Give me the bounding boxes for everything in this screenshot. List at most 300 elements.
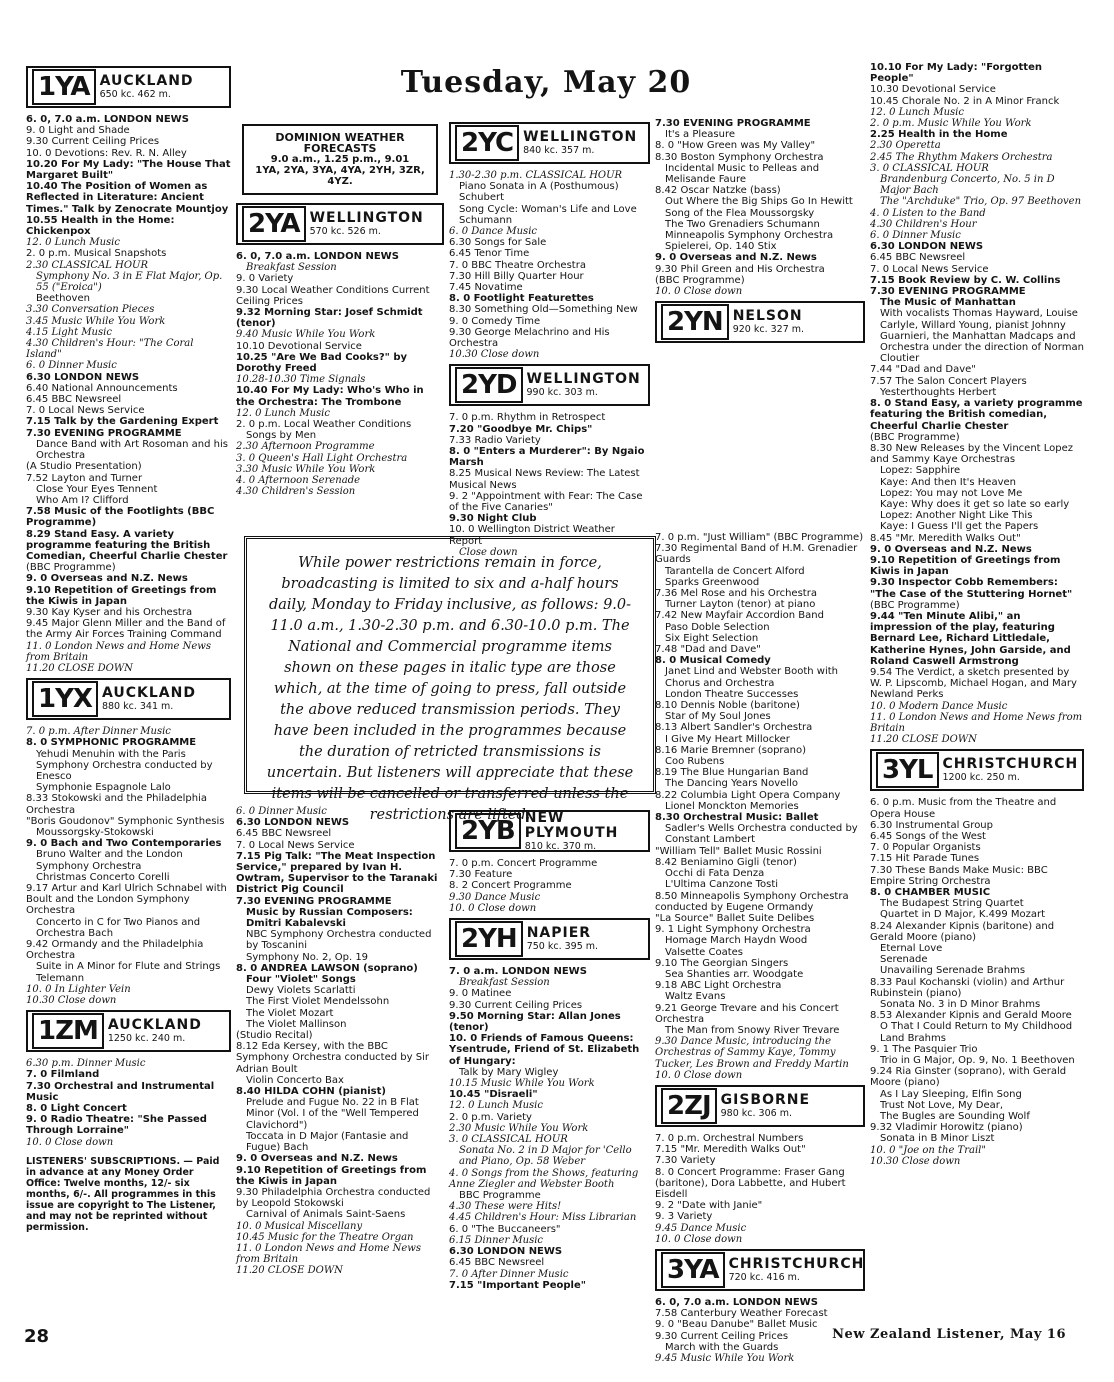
program-line: 6.30 p.m. Dinner Music	[26, 1058, 146, 1070]
program-line: 6.30 Songs for Sale	[449, 237, 547, 249]
program-line: 11. 0 London News and Home News from Britain	[870, 711, 1083, 734]
program-line: 9.30 Current Ceiling Prices	[655, 1330, 789, 1342]
program-line: 12. 0 Lunch Music	[236, 407, 330, 419]
program-line: 4.45 Children's Hour: Miss Librarian	[449, 1212, 637, 1224]
column-3-lower	[449, 806, 650, 1312]
masthead	[236, 62, 856, 110]
program-line: 2. 0 p.m. Musical Snapshots	[26, 248, 167, 260]
page-date: Tuesday, May 20	[400, 65, 692, 100]
program-line: 3. 0 Queen's Hall Light Orchestra	[236, 452, 408, 464]
program-line: 4. 0 Songs from the Shows, featuring Anne Ziegler and Webster Booth	[449, 1167, 639, 1190]
program-line: 7.20 "Goodbye Mr. Chips"	[449, 423, 593, 435]
program-line: Sonata No. 2 in D Major for 'Cello and Piano, Op. 58 Weber	[459, 1145, 632, 1168]
column-4	[655, 118, 865, 532]
program-line: 2.45 The Rhythm Makers Orchestra	[870, 151, 1053, 163]
program-line: 2.30 CLASSICAL HOUR	[26, 259, 149, 271]
program-line: Toccata in D Major (Fantasie and Fugue) Bach	[246, 1130, 409, 1154]
program-line: 8.30 Boston Symphony Orchestra	[655, 151, 824, 163]
program-line: 8.30 New Releases by the Vincent Lopez and Sammy Kaye Orchestras	[870, 442, 1074, 466]
program-line: 6.45 BBC Newsreel	[26, 394, 122, 406]
program-line: 10. 0 Modern Dance Music	[870, 700, 1008, 712]
station-header-3yl	[870, 749, 1084, 791]
program-line: 8. 0 SYMPHONIC PROGRAMME	[26, 737, 197, 749]
program-line: 7.30 EVENING PROGRAMME	[655, 118, 811, 129]
program-line: 7.44 "Dad and Dave"	[870, 364, 976, 376]
program-line: 8.24 Alexander Kipnis (baritone) and Gerald Moore (piano)	[870, 920, 1055, 943]
program-line: 7.30 EVENING PROGRAMME	[236, 895, 392, 907]
program-line: 10. 0 Devotions: Rev. R. N. Alley	[26, 147, 187, 159]
station-header-2zj	[655, 1085, 865, 1127]
program-line: 10. 0 Friends of Famous Queens: Ysentrude, Friend of St. Elizabeth of Hungary:	[449, 1033, 640, 1067]
program-line: 8.16 Marie Bremner (soprano)	[655, 744, 807, 756]
program-line: 7.30 Variety	[655, 1155, 716, 1167]
program-line: 4.30 These were Hits!	[449, 1201, 562, 1213]
program-line: (BBC Programme)	[26, 562, 116, 574]
program-line: 11. 0 London News and Home News from Britain	[26, 640, 211, 663]
power-restrictions-notice: While power restrictions remain in force, broadcasting is limited to six and a-half hours daily, Monday to Friday inclusive, as follows: 9.0-11.0 a.m., 1.30-2.30 p.m. and 6.30-10.0 p.m. The National and Commercial programme items shown on these pages in italic type are those which, at the time of going to press, fall outside the above reduced transmission periods. They have been included in the programmes because the duration of retricted transmissions is uncertain. But listeners will appreciate that these items will be cancelled or transferred unless the restrictions are lifted.	[244, 536, 656, 794]
station-city: WELLINGTON	[526, 371, 641, 388]
program-line: The "Archduke" Trio, Op. 97 Beethoven	[880, 196, 1082, 208]
program-line: 8. 0 Musical Comedy	[655, 655, 771, 667]
program-line: 8.42 Oscar Natzke (bass)	[655, 185, 781, 197]
program-line: Symphony No. 2, Op. 19	[246, 951, 369, 963]
program-line: Violin Concerto Bax	[246, 1074, 344, 1086]
program-line: 8. 0 Footlight Featurettes	[449, 293, 594, 305]
program-line: 10.25 "Are We Bad Cooks?" by Dorothy Freed	[236, 351, 408, 375]
program-line: The Two Grenadiers Schumann	[665, 218, 820, 230]
program-line: 8. 0 Light Concert	[26, 1103, 127, 1115]
program-line: 10.10 For My Lady: "Forgotten People"	[870, 62, 1042, 85]
program-line: 8. 0 "Enters a Murderer": By Ngaio Marsh	[449, 446, 645, 469]
station-city: CHRISTCHURCH	[728, 1255, 865, 1272]
program-line: Incidental Music to Pelleas and Melisande Faure	[665, 162, 820, 186]
station-header-1zm	[26, 1010, 231, 1052]
program-line: 1.30-2.30 p.m. CLASSICAL HOUR	[449, 170, 623, 181]
station-frequency: 990 kc. 303 m.	[526, 387, 598, 399]
program-line: 6.30 LONDON NEWS	[26, 371, 140, 383]
program-line: 9.10 Repetition of Greetings from Kiwis in Japan	[870, 554, 1061, 578]
program-line: Breakfast Session	[459, 977, 550, 989]
station-header-2yn	[655, 301, 865, 343]
program-line: 7.30 EVENING PROGRAMME	[26, 427, 182, 439]
program-line: Close Your Eyes Tennent	[36, 483, 158, 495]
station-frequency: 720 kc. 416 m.	[728, 1271, 800, 1283]
program-line: Beethoven	[36, 293, 90, 305]
program-line: 9.42 Ormandy and the Philadelphia Orchestra	[26, 939, 204, 962]
station-frequency: 570 kc. 526 m.	[309, 226, 381, 237]
program-line: Trust Not Love, My Dear,	[880, 1099, 1004, 1111]
station-city: WELLINGTON	[309, 210, 424, 226]
station-header-1yx	[26, 678, 231, 720]
program-line: 7. 0 Popular Organists	[870, 842, 981, 854]
program-line: Lopez: You may not Love Me	[880, 487, 1023, 499]
program-line: BBC Programme	[459, 1190, 541, 1202]
program-line: 7.15 "Mr. Meredith Walks Out"	[655, 1144, 806, 1156]
program-line: L'Ultima Canzone Tosti	[665, 879, 779, 891]
program-line: 8.22 Columbia Light Opera Company	[655, 789, 841, 801]
station-logo: 3YL	[876, 752, 939, 788]
program-line: 9.30 George Melachrino and His Orchestra	[449, 326, 610, 350]
program-list-1yx	[26, 726, 231, 1006]
station-city: NEW PLYMOUTH	[524, 809, 619, 841]
program-line: 3.30 Music While You Work	[236, 463, 376, 475]
program-line: 3. 0 CLASSICAL HOUR	[870, 162, 989, 174]
program-line: Turner Layton (tenor) at piano	[665, 599, 816, 611]
program-line: 7.45 Novatime	[449, 282, 523, 294]
program-line: 6.30 LONDON NEWS	[236, 817, 350, 829]
program-line: Lopez: Another Night Like This	[880, 510, 1033, 522]
program-line: Four "Violet" Songs	[246, 974, 356, 986]
program-line: Eternal Love	[880, 943, 943, 955]
station-logo: 2YH	[455, 921, 523, 957]
program-line: Valsette Coates	[665, 946, 744, 958]
program-line: 10.40 For My Lady: Who's Who in the Orchestra: The Trombone	[236, 385, 424, 408]
program-line: 10. 0 Wellington District Weather Report	[449, 524, 615, 547]
station-logo: 2YD	[455, 367, 523, 403]
issue-line: New Zealand Listener, May 16	[832, 1326, 1066, 1342]
program-line: 7.30 Regimental Band of H.M. Grenadier Guards	[655, 543, 858, 566]
program-line: 6. 0, 7.0 a.m. LONDON NEWS	[655, 1296, 818, 1308]
program-line: 10.15 Music While You Work	[449, 1078, 595, 1090]
program-line: 9.10 The Georgian Singers	[655, 957, 789, 969]
program-line: 9. 0 Light and Shade	[26, 125, 130, 137]
program-line: Prelude and Fugue No. 22 in B Flat Minor (Vol. I of the "Well Tempered Clavichord")	[246, 1097, 419, 1131]
program-line: 8. 0 Stand Easy, a variety programme featuring the British comedian, Cheerful Charlie Chester	[870, 398, 1083, 432]
program-line: Trio in G Major, Op. 9, No. 1 Beethoven	[880, 1055, 1075, 1067]
program-list-2yc-evening	[655, 118, 865, 297]
program-line: 9.45 Music While You Work	[655, 1353, 795, 1364]
program-line: 9. 0 Variety	[236, 273, 294, 285]
station-header-2yd	[449, 364, 650, 406]
program-line: The Dancing Years Novello	[665, 778, 798, 790]
program-line: Serenade	[880, 954, 928, 966]
program-line: 10. 0 Close down	[655, 1069, 743, 1081]
program-line: Tarantella de Concert Alford	[665, 565, 805, 577]
program-line: 8. 0 Concert Programme: Fraser Gang (baritone), Dora Labbette, and Hubert Eisdell	[655, 1166, 846, 1200]
program-line: With vocalists Thomas Hayward, Louise Carlyle, Willard Young, pianist Johnny Guarnieri, the Manhattan Madcaps and Orchestra under the direction of Norman Cloutier	[880, 308, 1084, 365]
program-line: (BBC Programme)	[655, 274, 745, 286]
program-line: Sadler's Wells Orchestra conducted by Constant Lambert	[665, 823, 858, 846]
column-4-lower	[655, 532, 865, 1364]
station-header-3ya	[655, 1249, 865, 1291]
program-line: Symphony No. 3 in E Flat Major, Op. 55 ("Eroica")	[36, 270, 223, 294]
program-line: 7. 0 Local News Service	[26, 405, 145, 417]
program-line: 9.30 Current Ceiling Prices	[449, 999, 583, 1011]
program-line: 9.32 Morning Star: Josef Schmidt (tenor)	[236, 307, 423, 330]
station-header-1ya	[26, 66, 231, 108]
station-frequency: 920 kc. 327 m.	[732, 324, 805, 336]
program-line: 12. 0 Lunch Music	[26, 237, 120, 249]
program-line: 9.44 "Ten Minute Alibi," an impression of the play, featuring Bernard Lee, Richard Littledale, Katherine Hynes, John Garside, and Roland Caswell Armstrong	[870, 610, 1071, 667]
program-line: 2. 0 p.m. Variety	[449, 1111, 532, 1123]
program-line: 6.15 Dinner Music	[449, 1234, 544, 1246]
program-line: Star of My Soul Jones	[665, 711, 771, 723]
program-line: 9.30 Dance Music, introducing the Orchestras of Sammy Kaye, Tommy Tucker, Les Brown and Freddy Martin	[655, 1036, 849, 1070]
program-line: London Theatre Successes	[665, 688, 799, 700]
program-list-1zm	[26, 1058, 231, 1148]
program-line: 9.30 Night Club	[449, 513, 537, 525]
program-line: 9.54 The Verdict, a sketch presented by W. P. Lipscomb, Michael Hogan, and Mary Newland Perks	[870, 666, 1077, 701]
program-line: 7.30 EVENING PROGRAMME	[870, 286, 1026, 298]
program-line: 9. 0 Bach and Two Contemporaries	[26, 838, 222, 850]
program-line: 10.20 For My Lady: "The House That Margaret Built"	[26, 158, 231, 182]
program-line: Lionel Monckton Memories	[665, 800, 799, 812]
program-line: 9.32 Vladimir Horowitz (piano)	[870, 1122, 1023, 1134]
program-line: 7.15 Pig Talk: "The Meat Inspection Service," prepared by Ivan H. Owtram, Supervisor to the Taranaki District Pig Council	[236, 850, 438, 896]
program-line: Concerto in C for Two Pianos and Orchestra Bach	[36, 916, 201, 939]
program-line: 7. 0 Filmland	[26, 1069, 100, 1081]
program-line: 7.15 Hit Parade Tunes	[870, 853, 980, 865]
program-line: It's a Pleasure	[665, 129, 735, 141]
program-line: Symphonie Espagnole Lalo	[36, 782, 171, 794]
program-line: Moussorgsky-Stokowski	[36, 826, 154, 838]
program-line: 9.45 Dance Music	[655, 1222, 747, 1234]
program-line: 6.45 BBC Newsreel	[236, 828, 332, 840]
program-line: Brandenburg Concerto, No. 5 in D Major Bach	[880, 174, 1055, 197]
program-line: 4.30 Children's Hour: "The Coral Island"	[26, 338, 194, 361]
program-line: 10.45 Chorale No. 2 in A Minor Franck	[870, 95, 1060, 107]
program-line: 2.25 Health in the Home	[870, 129, 1008, 141]
program-line: 9. 0 Matinee	[449, 988, 512, 1000]
station-frequency: 650 kc. 462 m.	[99, 89, 171, 100]
program-line: Homage March Haydn Wood	[665, 935, 808, 947]
station-frequency: 880 kc. 341 m.	[101, 701, 174, 713]
station-header-2yc	[449, 122, 650, 164]
program-line: 8.33 Stokowski and the Philadelphia Orchestra	[26, 793, 208, 816]
program-line: Six Eight Selection	[665, 632, 759, 644]
program-line: 4. 0 Listen to the Band	[870, 207, 986, 219]
program-line: 9. 2 "Appointment with Fear: The Case of the Five Canaries"	[449, 490, 643, 514]
program-line: Song Cycle: Woman's Life and Love Schumann	[459, 203, 637, 226]
program-line: 7.42 New Mayfair Accordion Band	[655, 610, 824, 622]
program-line: 9.30 Philadelphia Orchestra conducted by Leopold Stokowski	[236, 1186, 431, 1210]
column-5	[870, 62, 1084, 1312]
station-header-2ya	[236, 203, 444, 245]
page-number: 28	[24, 1325, 50, 1347]
program-line: 9. 1 Light Symphony Orchestra	[655, 924, 811, 936]
program-line: (Studio Recital)	[236, 1030, 313, 1042]
column-2-lower	[236, 806, 444, 1312]
program-line: 10. 0 Musical Miscellany	[236, 1220, 363, 1232]
program-line: 10. 0 Close down	[449, 902, 537, 914]
station-logo: 2YC	[455, 125, 519, 161]
program-line: 6.45 BBC Newsreel	[870, 252, 966, 264]
program-line: 12. 0 Lunch Music	[870, 106, 964, 118]
program-line: 9.40 Music While You Work	[236, 329, 376, 341]
station-city: NELSON	[732, 308, 803, 325]
program-line: 7.36 Mel Rose and his Orchestra	[655, 588, 817, 600]
program-line: 10.40 The Position of Women as Reflected in Literature: Ancient Times." Talk by Zenocrate Mountjoy	[26, 181, 229, 215]
program-line: Song of the Flea Moussorgsky	[665, 207, 815, 219]
program-line: 3.30 Conversation Pieces	[26, 304, 155, 316]
program-line: (A Studio Presentation)	[26, 461, 142, 473]
program-line: Kaye: Why does it get so late so early	[880, 498, 1070, 510]
station-city: AUCKLAND	[99, 73, 194, 89]
program-line: 6.30 LONDON NEWS	[449, 1246, 563, 1258]
station-frequency: 810 kc. 370 m.	[524, 840, 597, 852]
program-line: 7. 0 BBC Theatre Orchestra	[449, 259, 586, 271]
program-line: 7. 0 a.m. LONDON NEWS	[449, 966, 587, 978]
program-line: 9.30 Current Ceiling Prices	[26, 136, 160, 148]
program-line: 7. 0 Local News Service	[236, 839, 355, 851]
program-line: 8.33 Paul Kochanski (violin) and Arthur Rubinstein (piano)	[870, 976, 1065, 999]
program-line: 8. 0 ANDREA LAWSON (soprano)	[236, 962, 418, 974]
program-line: 10.55 Health in the Home: Chickenpox	[26, 214, 175, 238]
station-logo: 1YX	[32, 681, 98, 717]
program-line: 7. 0 p.m. Concert Programme	[449, 858, 598, 869]
program-line: 9. 0 Radio Theatre: "She Passed Through Lorraine"	[26, 1114, 207, 1137]
program-line: NBC Symphony Orchestra conducted by Toscanini	[246, 929, 432, 952]
program-line: (BBC Programme)	[870, 599, 960, 611]
program-line: 8.25 Musical News Review: The Latest Musical News	[449, 468, 640, 491]
program-line: 9.10 Repetition of Greetings from the Kiwis in Japan	[26, 584, 217, 607]
program-line: Suite in A Minor for Flute and Strings Telemann	[36, 961, 221, 984]
column-1	[26, 62, 231, 1312]
program-line: O That I Could Return to My Childhood Land Brahms	[880, 1021, 1073, 1044]
program-line: 7.30 Feature	[449, 869, 513, 881]
program-line: Yesterthoughts Herbert	[880, 386, 997, 398]
program-line: 9. 0 "Beau Danube" Ballet Music	[655, 1319, 818, 1331]
program-line: Janet Lind and Webster Booth with Chorus and Orchestra	[665, 666, 838, 689]
program-line: Sonata No. 3 in D Minor Brahms	[880, 999, 1041, 1011]
program-list-2yb	[449, 858, 650, 914]
program-line: 8.19 The Blue Hungarian Band	[655, 767, 809, 779]
program-line: 8.53 Alexander Kipnis and Gerald Moore	[870, 1010, 1072, 1022]
program-line: Out Where the Big Ships Go In Hewitt	[665, 196, 853, 208]
program-line: 10.30 Devotional Service	[870, 84, 996, 96]
program-line: 4.15 Light Music	[26, 326, 112, 338]
program-line: 7.58 Music of the Footlights (BBC Programme)	[26, 506, 215, 529]
program-line: 7. 0 Local News Service	[870, 263, 989, 275]
program-line: 3. 0 CLASSICAL HOUR	[449, 1134, 568, 1146]
program-line: 10. 0 "Joe on the Trail"	[870, 1144, 986, 1156]
program-line: 7.58 Canterbury Weather Forecast	[655, 1308, 828, 1320]
program-line: 8.30 Orchestral Music: Ballet	[655, 812, 819, 824]
program-list-2ya	[236, 251, 444, 497]
program-line: 6. 0, 7.0 a.m. LONDON NEWS	[26, 114, 189, 125]
program-line: 9. 0 Overseas and N.Z. News	[655, 252, 817, 264]
station-logo: 3YA	[661, 1252, 725, 1288]
program-line: 7.15 "Important People"	[449, 1279, 586, 1291]
station-city: CHRISTCHURCH	[942, 756, 1079, 773]
program-line: Dance Band with Art Rosoman and his Orchestra	[36, 438, 228, 462]
program-line: 10. 0 In Lighter Vein	[26, 983, 131, 995]
program-line: 6.45 Tenor Time	[449, 248, 530, 260]
column-3	[449, 118, 650, 558]
program-line: 7. 0 After Dinner Music	[449, 1268, 569, 1280]
program-line: 10.45 Music for the Theatre Organ	[236, 1231, 414, 1243]
program-line: 8. 2 Concert Programme	[449, 880, 572, 892]
program-line: 11.20 CLOSE DOWN	[236, 1265, 343, 1277]
station-city: AUCKLAND	[101, 685, 196, 702]
program-line: The Man from Snowy River Trevare	[665, 1024, 840, 1036]
station-logo: 2YN	[661, 304, 729, 340]
program-line: Music by Russian Composers: Dmitri Kabalevski	[246, 906, 413, 930]
program-line: 7.15 Talk by the Gardening Expert	[26, 416, 219, 428]
program-line: The Music of Manhattan	[880, 297, 1016, 309]
weather-stations: 1YA, 2YA, 3YA, 4YA, 2YH, 3ZR, 4YZ.	[255, 165, 425, 187]
program-line: 6.40 National Announcements	[26, 382, 178, 394]
program-line: I Give My Heart Millocker	[665, 733, 790, 745]
station-city: AUCKLAND	[107, 1017, 202, 1034]
program-line: Minneapolis Symphony Orchestra	[665, 230, 834, 242]
program-line: 9.18 ABC Light Orchestra	[655, 980, 782, 992]
program-list-2yn	[655, 532, 865, 1081]
program-line: 7.52 Layton and Turner	[26, 472, 143, 484]
program-line: 4.30 Children's Session	[236, 486, 356, 498]
program-line: 8. 0 CHAMBER MUSIC	[870, 887, 991, 899]
program-line: Who Am I? Clifford	[36, 494, 129, 506]
station-logo: 1YA	[32, 69, 96, 105]
program-line: 9.10 Repetition of Greetings from the Kiwis in Japan	[236, 1164, 427, 1187]
program-line: 8.40 HILDA COHN (pianist)	[236, 1086, 386, 1098]
program-line: 9.17 Artur and Karl Ulrich Schnabel with Boult and the London Symphony Orchestra	[26, 883, 227, 917]
program-line: Coo Rubens	[665, 756, 725, 768]
program-line: 8.10 Dennis Noble (baritone)	[655, 700, 800, 712]
program-line: Christmas Concerto Corelli	[36, 871, 170, 883]
program-list-2ya-evening	[236, 806, 444, 1277]
weather-times: 9.0 a.m., 1.25 p.m., 9.01	[270, 154, 410, 165]
program-line: 9.21 George Trevare and his Concert Orchestra	[655, 1002, 839, 1025]
program-line: (BBC Programme)	[870, 431, 960, 443]
program-line: 2. 0 p.m. Local Weather Conditions	[236, 419, 412, 431]
program-line: Bruno Walter and the London Symphony Orchestra	[36, 849, 183, 872]
program-line: 11.20 CLOSE DOWN	[870, 734, 977, 746]
program-line: 7.15 Book Review by C. W. Collins	[870, 274, 1061, 286]
station-frequency: 750 kc. 395 m.	[526, 941, 599, 953]
program-line: 12. 0 Lunch Music	[449, 1100, 543, 1112]
program-line: Talk by Mary Wigley	[459, 1066, 559, 1078]
program-line: 7. 0 p.m. Orchestral Numbers	[655, 1132, 804, 1144]
station-logo: 1ZM	[32, 1013, 104, 1049]
program-line: 7.30 These Bands Make Music: BBC Empire String Orchestra	[870, 864, 1048, 887]
program-line: Sparks Greenwood	[665, 576, 760, 588]
program-line: 8.13 Albert Sandler's Orchestra	[655, 722, 813, 734]
program-line: Quartet in D Major, K.499 Mozart	[880, 909, 1046, 921]
program-line: 10.30 Close down	[449, 349, 540, 361]
station-header-2yb	[449, 810, 650, 852]
program-line: 4. 0 Afternoon Serenade	[236, 475, 361, 487]
program-line: 10.28-10.30 Time Signals	[236, 374, 366, 386]
station-frequency: 840 kc. 357 m.	[523, 145, 595, 156]
program-line: 2.30 Operetta	[870, 140, 941, 152]
program-line: 9. 2 "Date with Janie"	[655, 1200, 763, 1212]
program-line: 6.30 Instrumental Group	[870, 819, 993, 831]
program-list-2yc	[449, 170, 650, 360]
program-line: 2.30 Afternoon Programme	[236, 441, 375, 453]
program-line: 2.30 Music While You Work	[449, 1122, 589, 1134]
program-line: 8. 0 "How Green was My Valley"	[655, 140, 816, 152]
program-line: 6. 0 Dinner Music	[26, 360, 117, 372]
program-line: 11.20 CLOSE DOWN	[26, 662, 133, 674]
program-line: 9.30 Phil Green and His Orchestra	[655, 263, 825, 275]
station-frequency: 1200 kc. 250 m.	[942, 772, 1020, 784]
subscription-notice: LISTENERS' SUBSCRIPTIONS. — Paid in advance at any Money Order Office: Twelve months, 12/- six months, 6/-. All programmes in this issue are copyright to The Listener, and may not be reprinted without permission.	[26, 1155, 220, 1233]
program-line: 6. 0 p.m. Music from the Theatre and Opera House	[870, 797, 1057, 820]
program-line: The Budapest String Quartet	[880, 898, 1024, 910]
program-line: Close down	[459, 546, 518, 558]
station-logo: 2YA	[242, 206, 306, 242]
program-line: 7. 0 p.m. Rhythm in Retrospect	[449, 412, 606, 424]
program-list-2yh	[449, 966, 650, 1291]
program-line: 9. 0 Overseas and N.Z. News	[26, 573, 188, 585]
program-list-3yl	[870, 797, 1084, 1167]
program-line: The First Violet Mendelssohn	[246, 996, 390, 1008]
program-line: 9. 0 Comedy Time	[449, 315, 541, 327]
program-line: 11. 0 London News and Home News from Britain	[236, 1242, 421, 1266]
program-list-1ya	[26, 114, 231, 674]
program-line: Yehudi Menuhin with the Paris Symphony Orchestra conducted by Enesco	[36, 748, 213, 782]
